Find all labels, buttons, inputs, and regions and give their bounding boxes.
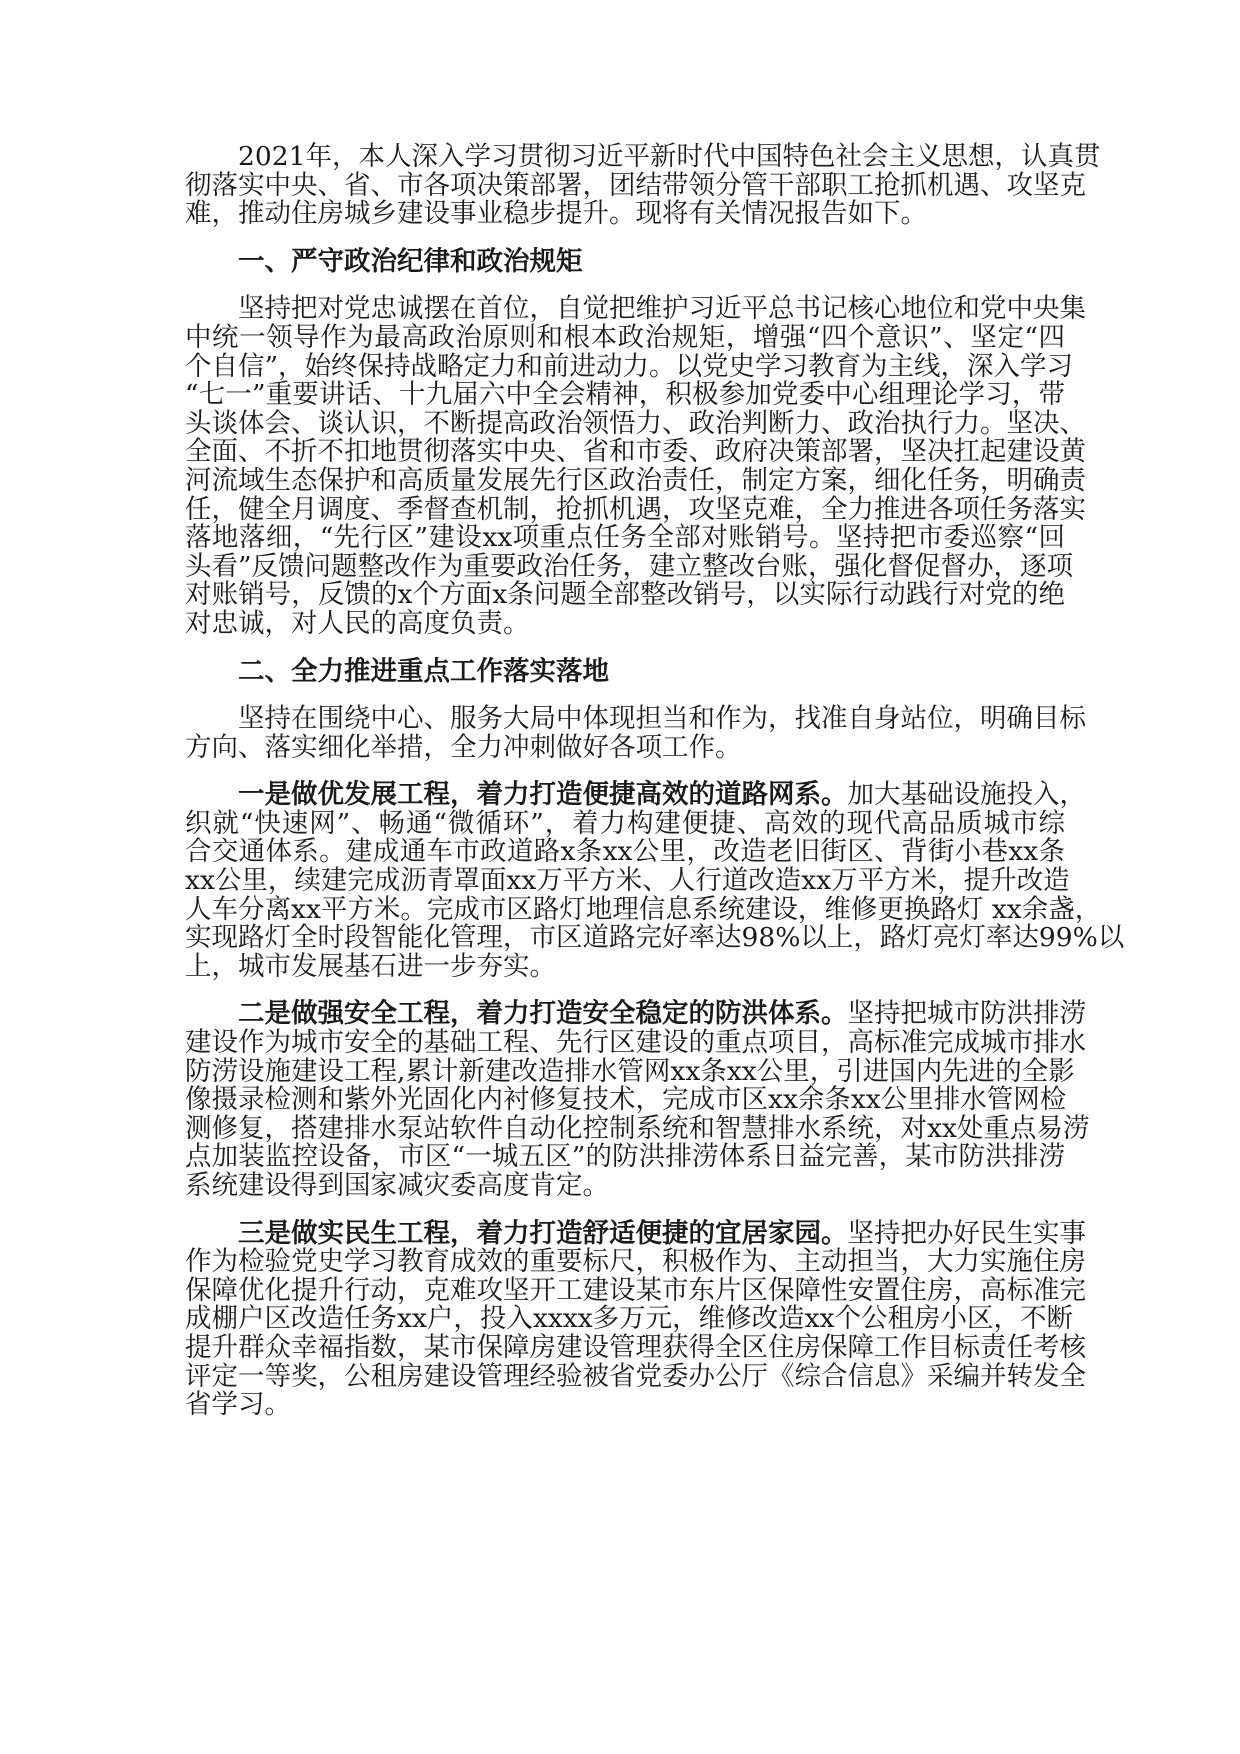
body-paragraph [185,703,1086,763]
section-heading [185,655,1065,687]
text-line: 方向、落实细化举措，全力冲刺做好各项工作。 [185,731,742,763]
text-line [185,1217,1086,1249]
text-line: 对忠诚，对人民的高度负责。 [185,607,530,639]
text-line: 防涝设施建设工程,累计新建改造排水管网xx条xx公里，引进国内先进的全影 [185,1055,1075,1087]
bold-lead: 三是做实民生工程，着力打造舒适便捷的宜居家园。 [238,1217,848,1249]
section-heading [185,245,1065,277]
text-line: 提升群众幸福指数，某市保障房建设管理获得全区住房保障工作目标责任考核 [185,1331,1086,1363]
text-line: 成棚户区改造任务xx户，投入xxxx多万元，维修改造xx个公租房小区，不断 [185,1303,1074,1335]
text-line: 个自信”，始终保持战略定力和前进动力。以党史学习教育为主线，深入学习 [185,350,1074,382]
text-line [185,998,1086,1030]
line-rest: 加大基础设施投入， [847,779,1086,811]
bold-lead: 一是做优发展工程，着力打造便捷高效的道路网系。 [238,779,848,811]
text-line: 中统一领导作为最高政治原则和根本政治规矩，增强“四个意识”、坚定“四 [185,321,1065,353]
text-line: 彻落实中央、省、市各项决策部署，团结带领分管干部职工抢抓机遇、攻坚克 [185,169,1086,201]
text-line: 头看”反馈问题整改作为重要政治任务，建立整改台账，强化督促督办，逐项 [185,550,1074,582]
text-line: 2021年，本人深入学习贯彻习近平新时代中国特色社会主义思想，认真贯 [238,141,1101,172]
text-line: 省学习。 [185,1389,291,1421]
text-line: 合交通体系。建成通车市政道路x条xx公里，改造老旧街区、背街小巷xx条 [185,836,1065,868]
text-line: 实现路灯全时段智能化管理，市区道路完好率达98%以上，路灯亮灯率达99%以 [185,922,1125,954]
body-paragraph [185,293,1086,639]
body-paragraph [185,1217,1086,1421]
body-paragraph [185,779,1125,982]
text-line: 一、严守政治纪律和政治规矩 [238,245,583,277]
body-paragraph [185,998,1090,1201]
text-line: 坚持在围绕中心、服务大局中体现担当和作为，找准自身站位，明确目标 [238,703,1086,735]
text-line: 河流域生态保护和高质量发展先行区政治责任，制定方案，细化任务，明确责 [185,464,1086,496]
text-line: 作为检验党史学习教育成效的重要标尺，积极作为、主动担当，大力实施住房 [185,1246,1086,1278]
text-line: 点加装监控设备，市区“一城五区”的防洪排涝体系日益完善，某市防洪排涝 [185,1141,1065,1173]
text-line: 系统建设得到国家减灾委高度肯定。 [185,1170,609,1201]
text-line: 任，健全月调度、季督查机制，抢抓机遇，攻坚克难，全力推进各项任务落实 [185,493,1086,525]
text-line: 对账销号，反馈的x个方面x条问题全部整改销号，以实际行动践行对党的绝 [185,579,1065,611]
text-line: “七一”重要讲话、十九届六中全会精神，积极参加党委中心组理论学习，带 [185,379,1065,411]
body-paragraph [185,141,1101,230]
text-line: 难，推动住房城乡建设事业稳步提升。现将有关情况报告如下。 [185,198,927,230]
line-rest: 坚持把办好民生实事 [847,1217,1086,1249]
line-rest: 坚持把城市防洪排涝 [847,998,1086,1030]
text-line: 保障优化提升行动，克难攻坚开工建设某市东片区保障性安置住房，高标准完 [185,1274,1086,1306]
text-line: 落地落细，“先行区”建设xx项重点任务全部对账销号。坚持把市委巡察“回 [185,522,1065,554]
text-line: 像摄录检测和紫外光固化内衬修复技术，完成市区xx余条xx公里排水管网检 [185,1084,1067,1116]
text-line: 二、全力推进重点工作落实落地 [238,655,609,687]
text-line: 评定一等奖，公租房建设管理经验被省党委办公厅《综合信息》采编并转发全 [185,1360,1086,1392]
text-line: 头谈体会、谈认识，不断提高政治领悟力、政治判断力、政治执行力。坚决、 [185,407,1086,439]
text-line: 测修复，搭建排水泵站软件自动化控制系统和智慧排水系统，对xx处重点易涝 [185,1112,1090,1144]
text-line: 全面、不折不扣地贯彻落实中央、省和市委、政府决策部署，坚决扛起建设黄 [185,436,1086,468]
text-line: 人车分离xx平方米。完成市区路灯地理信息系统建设，维修更换路灯 xx余盏， [185,893,1102,925]
text-line: xx公里，续建完成沥青罩面xx万平方米、人行道改造xx万平方米，提升改造 [185,865,1070,897]
document-page [185,141,1125,1439]
text-line: 坚持把对党忠诚摆在首位，自觉把维护习近平总书记核心地位和党中央集 [238,293,1086,325]
text-line: 织就“快速网”、畅通“微循环”，着力构建便捷、高效的现代高品质城市综 [185,807,1065,839]
text-line: 上，城市发展基石进一步夯实。 [185,950,556,982]
bold-lead: 二是做强安全工程，着力打造安全稳定的防洪体系。 [238,998,848,1030]
text-line [185,779,1086,811]
text-line: 建设作为城市安全的基础工程、先行区建设的重点项目，高标准完成城市排水 [185,1027,1086,1059]
